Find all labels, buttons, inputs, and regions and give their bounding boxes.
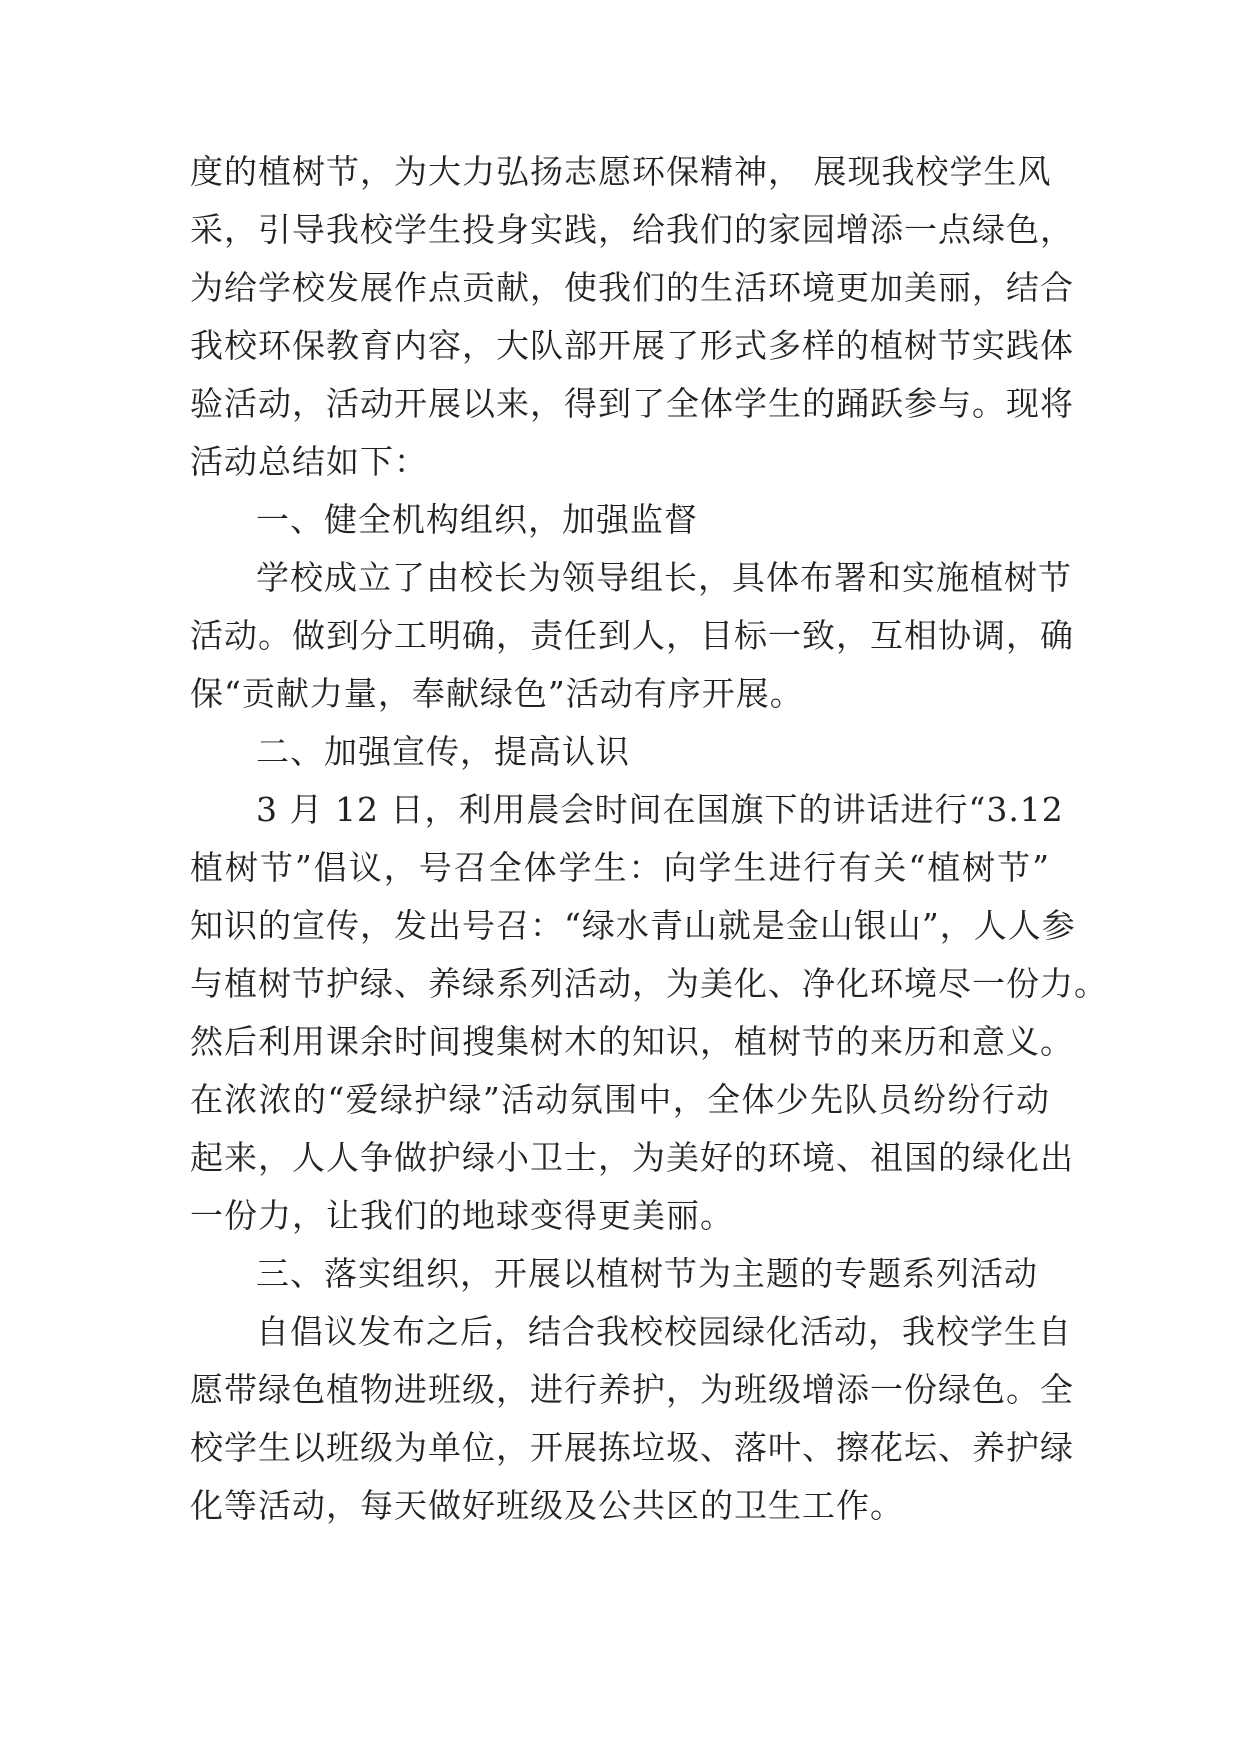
body-text-line: 自倡议发布之后，结合我校校园绿化活动，我校学生自	[256, 1312, 1072, 1351]
body-text-line: 起来，人人争做护绿小卫士，为美好的环境、祖国的绿化出	[190, 1138, 1074, 1177]
body-text-line: 校学生以班级为单位，开展拣垃圾、落叶、擦花坛、养护绿	[190, 1428, 1074, 1467]
body-text-line: 保“贡献力量，奉献绿色”活动有序开展。	[190, 674, 804, 713]
body-text-line: 在浓浓的“爱绿护绿”活动氛围中，全体少先队员纷纷行动	[190, 1080, 1050, 1119]
body-text-line: 为给学校发展作点贡献，使我们的生活环境更加美丽，结合	[190, 268, 1074, 307]
body-text-line: 植树节”倡议，号召全体学生：向学生进行有关“植树节”	[190, 848, 1050, 887]
body-text-line: 与植树节护绿、养绿系列活动，为美化、净化环境尽一份力。	[190, 964, 1108, 1003]
body-text-line: 知识的宣传，发出号召：“绿水青山就是金山银山”，人人参	[190, 906, 1076, 945]
body-text-line: 验活动，活动开展以来，得到了全体学生的踊跃参与。现将	[190, 384, 1074, 423]
body-text-line: 化等活动，每天做好班级及公共区的卫生工作。	[190, 1486, 904, 1525]
body-text-line: 然后利用课余时间搜集树木的知识，植树节的来历和意义。	[190, 1022, 1074, 1061]
body-text-line: 我校环保教育内容，大队部开展了形式多样的植树节实践体	[190, 326, 1074, 365]
section-heading-1: 一、健全机构组织，加强监督	[256, 500, 698, 539]
body-text-line: 活动。做到分工明确，责任到人，目标一致，互相协调，确	[190, 616, 1074, 655]
body-text-line: 采，引导我校学生投身实践，给我们的家园增添一点绿色，	[190, 210, 1074, 249]
body-text-line: 愿带绿色植物进班级，进行养护，为班级增添一份绿色。全	[190, 1370, 1074, 1409]
body-text-line: 活动总结如下：	[190, 442, 428, 481]
body-text-line: 3 月 12 日，利用晨会时间在国旗下的讲话进行“3.12	[256, 790, 1064, 829]
section-heading-2: 二、加强宣传，提高认识	[256, 732, 630, 771]
body-text-line: 学校成立了由校长为领导组长，具体布署和实施植树节	[256, 558, 1072, 597]
section-heading-3: 三、落实组织，开展以植树节为主题的专题系列活动	[256, 1254, 1038, 1293]
body-text-line: 一份力，让我们的地球变得更美丽。	[190, 1196, 734, 1235]
body-text-line: 度的植树节，为大力弘扬志愿环保精神， 展现我校学生风	[190, 152, 1052, 191]
